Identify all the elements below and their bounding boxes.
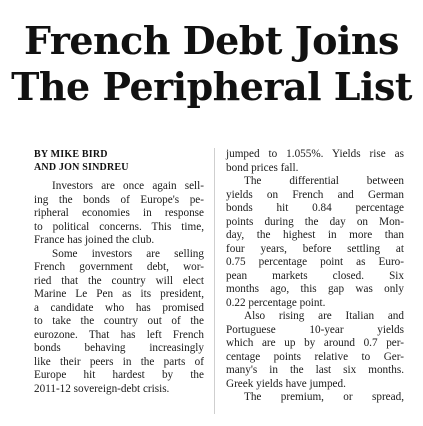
text-line: a candidate who has promised xyxy=(34,301,204,314)
text-line: to political concerns. This time, xyxy=(34,220,204,233)
text-line: Also rising are Italian and xyxy=(244,310,404,322)
text-line: centage points relative to Ger- xyxy=(226,350,404,363)
headline xyxy=(0,18,423,110)
text-line: yields on French and German xyxy=(226,188,404,201)
text-line: bond prices fall. xyxy=(226,161,299,174)
column-divider xyxy=(214,148,215,414)
text-line: many's in the last six months. xyxy=(226,364,404,376)
text-line: Portuguese 10-year yields xyxy=(226,323,404,336)
text-line: which are up by around 0.7 per- xyxy=(226,337,404,349)
text-line: bonds hit 0.84 percentage xyxy=(226,202,404,214)
text-line: ing the bonds of Europe's pe- xyxy=(34,193,204,206)
text-line: bonds behaving increasingly xyxy=(34,342,204,354)
text-line: French government debt, wor- xyxy=(34,261,204,273)
text-line: The differential between xyxy=(244,175,404,187)
text-line: pean markets closed. Six xyxy=(226,269,404,282)
text-line: day, the highest in more than xyxy=(226,229,404,241)
headline-line-2: The Peripheral List xyxy=(11,64,412,109)
text-line: jumped to 1.055%. Yields rise as xyxy=(226,148,404,160)
text-line: The premium, or spread, xyxy=(244,391,404,403)
text-line: 0.75 percentage point as Euro- xyxy=(226,256,404,268)
text-line: France has joined the club. xyxy=(34,234,155,246)
text-line: like their peers in the parts of xyxy=(34,355,204,368)
text-line: Greek yields have jumped. xyxy=(226,377,346,390)
text-line: Marine Le Pen as its president, xyxy=(34,288,204,300)
article-column-right xyxy=(226,148,404,405)
headline-line-1: French Debt Joins xyxy=(24,18,399,63)
text-line: months ago, this gap was only xyxy=(226,283,404,295)
text-line: four years, before settling at xyxy=(226,242,404,255)
text-line: to take the country out of the xyxy=(34,315,204,327)
text-line: 2011-12 sovereign-debt crisis. xyxy=(34,382,170,395)
text-line: ried that the country will elect xyxy=(34,274,204,287)
text-line: eurozone. That has left French xyxy=(34,328,204,341)
byline-author-1: BY MIKE BIRD xyxy=(34,149,108,160)
text-line: Some investors are selling xyxy=(52,247,204,260)
text-line: ripheral economies in response xyxy=(34,207,204,219)
text-line: 0.22 percentage point. xyxy=(226,296,326,309)
byline-author-2: AND JON SINDREU xyxy=(34,162,129,173)
text-line: points during the day on Mon- xyxy=(226,215,404,228)
text-line: Investors are once again sell- xyxy=(52,180,204,192)
article-column-left xyxy=(34,180,204,396)
text-line: Europe hit hardest by the xyxy=(34,369,204,381)
byline xyxy=(34,148,129,174)
